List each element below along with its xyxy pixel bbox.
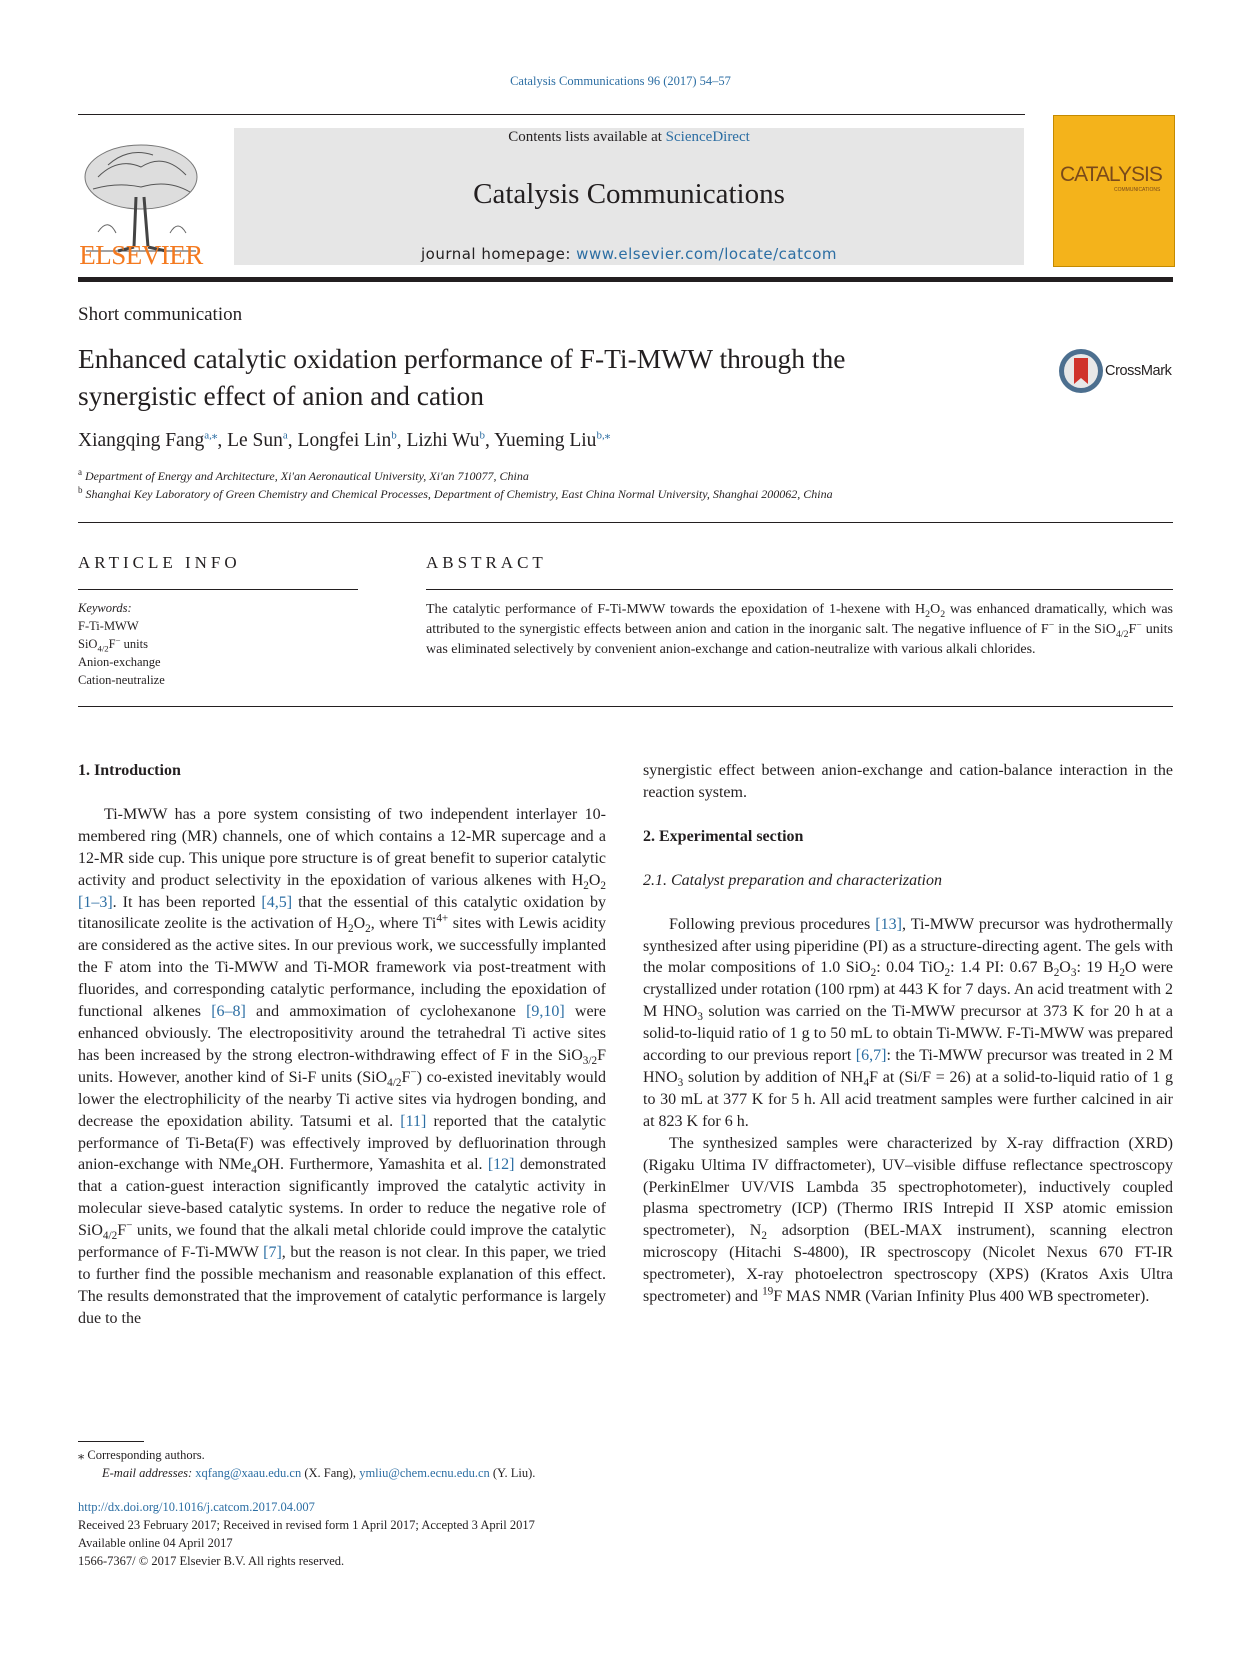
cover-title: CATALYSIS — [1060, 163, 1162, 186]
affiliation-key: b — [78, 485, 83, 495]
author-name[interactable]: Yueming Liu — [494, 430, 597, 451]
email-link-liu[interactable]: ymliu@chem.ecnu.edu.cn — [359, 1466, 490, 1480]
journal-name: Catalysis Communications — [473, 178, 785, 210]
author-separator: , — [485, 430, 495, 451]
subsection-heading: 2.1. Catalyst preparation and characterization — [643, 871, 942, 889]
article-type: Short communication — [78, 304, 243, 325]
author-separator: , — [396, 430, 407, 451]
abstract-bottom-rule — [78, 706, 1173, 707]
homepage-prefix: journal homepage: — [420, 245, 577, 263]
citation-link: [7] — [263, 1244, 282, 1262]
email-line — [102, 1466, 535, 1481]
affiliation-text: Department of Energy and Architecture, Xi'an Aeronautical University, Xi'an 710077, China — [85, 469, 529, 483]
homepage-line — [234, 245, 1024, 263]
affiliation-rule — [78, 522, 1173, 523]
author-affiliation-marker[interactable]: a — [282, 429, 288, 442]
author-affiliation-marker[interactable]: a,⁎ — [204, 429, 218, 442]
corresponding-note: ⁎ Corresponding authors. — [78, 1448, 205, 1462]
doi-link[interactable]: http://dx.doi.org/10.1016/j.catcom.2017.04.007 — [78, 1500, 315, 1514]
contents-line — [234, 129, 1024, 146]
elsevier-wordmark: ELSEVIER — [79, 240, 203, 270]
introduction-heading: 1. Introduction — [78, 762, 181, 779]
affiliation-a — [78, 469, 529, 484]
abstract-text: The catalytic performance of F-Ti-MWW towards the epoxidation of 1-hexene with $H_2O_2$ was enhanced dramatically, which was attributed to the synergistic effects between anion and cation in the inorganic salt. The negative influence of F− in the SiO$_{4/2}$F− units was eliminated selectively by convenient anion-exchange and cation-neutralize with various alkali chlorides. — [426, 602, 1174, 657]
cover-subtitle: COMMUNICATIONS — [1114, 187, 1161, 193]
citation-link: [11] — [400, 1112, 427, 1130]
title-line-1: Enhanced catalytic oxidation performance of F-Ti-MWW through the — [78, 343, 846, 374]
abstract-heading: ABSTRACT — [426, 553, 547, 572]
affiliation-text: Shanghai Key Laboratory of Green Chemistry and Chemical Processes, Department of Chemistry, East China Normal University, Shanghai 200062, China — [85, 487, 833, 501]
experimental-heading: 2. Experimental section — [643, 827, 804, 845]
continuation-text: synergistic effect between anion-exchange and cation-balance interaction in the reaction system. — [643, 762, 1173, 801]
article-info-rule — [78, 589, 358, 590]
experimental-paragraph-2: The synthesized samples were characterized by X-ray diffraction (XRD) (Rigaku Ultima IV diffractometer), UV–visible diffuse reflectance spectroscopy (PerkinElmer UV/VIS Lambda 35 spectrophotometer), inductively coupled plasma spectrometry (ICP) (Thermo IRIS Intrepid II XSP atomic emission spectrometer), $N_2$ adsorption (BEL-MAX instrument), scanning electron microscopy (Hitachi S-4800), IR spectroscopy (Nicolet Nexus 670 FT-IR spectrometer), X-ray photoelectron spectroscopy (XPS) (Kratos Axis Ultra spectrometer) and $^{19}$F MAS NMR (Varian Infinity Plus 400 WB spectrometer). — [643, 1134, 1173, 1306]
citation-link: [6,7] — [855, 1047, 887, 1065]
abstract-rule — [426, 589, 1173, 590]
online-date: Available online 04 April 2017 — [78, 1536, 233, 1550]
experimental-paragraph-1: Following previous procedures [13], Ti-MWW precursor was hydrothermally synthesized after using piperidine (PI) as a structure-directing agent. The gels with the molar compositions of 1.0 SiO$_2$: 0.04 TiO$_2$: 1.4 PI: 0.67 $B_2O_3$: 19 $H_2O$ were crystallized under rotation (100 rpm) at 443 K for 7 days. An acid treatment with 2 M $HNO_3$ solution was carried on the Ti-MWW precursor at 373 K for 20 h at a solid-to-liquid ratio of 1 g to 50 mL to obtain Ti-MWW. F-Ti-MWW was prepared according to our previous report [6,7]: the Ti-MWW precursor was treated in 2 M $HNO_3$ solution by addition of $NH_4F$ at (Si/F = 26) at a solid-to-liquid ratio of 1 g to 30 mL at 377 K for 5 h. All acid treatment samples were further calcined in air at 823 K for 6 h. — [643, 915, 1174, 1130]
introduction-paragraph: Ti-MWW has a pore system consisting of two independent interlayer 10-membered ring (MR) channels, one of which contains a 12-MR supercage and a 12-MR side cup. This unique pore structure is of great benefit to superior catalytic activity and product selectivity in the epoxidation of various alkenes with $H_2O_2$ [1–3]. It has been reported [4,5] that the essential of this catalytic oxidation by titanosilicate zeolite is the activation of $H_2O_2$, where $Ti^{4+}$ sites with Lewis acidity are considered as the active sites. In our previous work, we successfully implanted the F atom into the Ti-MWW and Ti-MOR framework via post-treatment with fluorides, and corresponding catalytic performance, including the epoxidation of functional alkenes [6–8] and ammoximation of cyclohexanone [9,10] were enhanced obviously. The electropositivity around the tetrahedral Ti active sites has been increased by the strong electron-withdrawing effect of F in the SiO$_{3/2}$F units. However, another kind of Si-F units (SiO$_{4/2}$F−) co-existed inevitably would lower the electrophilicity of the nearby Ti active sites via hydrogen bonding, and decrease the epoxidation ability. Tatsumi et al. [11] reported that the catalytic performance of Ti-Beta(F) was effectively improved by defluorination through anion-exchange with NMe$_4$OH. Furthermore, Yamashita et al. [12] demonstrated that a cation-guest interaction significantly improved the catalytic activity in molecular sieve-based catalytic systems. In order to reduce the negative role of SiO$_{4/2}$F− units, we found that the alkali metal chloride could improve the catalytic performance of F-Ti-MWW [7], but the reason is not clear. In this paper, we tried to further find the possible mechanism and reasonable explanation of this effect. The results demonstrated that the improvement of catalytic performance is largely due to the — [78, 805, 607, 1327]
author-separator: , — [287, 430, 298, 451]
citation-link: [12] — [487, 1156, 515, 1174]
author-name[interactable]: Xiangqing Fang — [78, 430, 205, 451]
email-owner: (X. Fang), — [301, 1466, 360, 1480]
keyword-item: F-Ti-MWW — [78, 619, 139, 633]
author-affiliation-marker[interactable]: b — [391, 429, 397, 442]
top-rule — [78, 114, 1025, 115]
author-name[interactable]: Longfei Lin — [297, 430, 392, 451]
keyword-item: Anion-exchange — [78, 655, 161, 669]
crossmark-label[interactable]: CrossMark — [1105, 363, 1172, 379]
author-affiliation-marker[interactable]: b,⁎ — [596, 429, 611, 442]
received-dates: Received 23 February 2017; Received in revised form 1 April 2017; Accepted 3 April 2017 — [78, 1518, 535, 1532]
email-link-fang[interactable]: xqfang@xaau.edu.cn — [195, 1466, 302, 1480]
citation-link: [13] — [875, 915, 902, 933]
article-info-heading: ARTICLE INFO — [78, 553, 241, 572]
citation-link: [6–8] — [211, 1003, 246, 1021]
contents-prefix: Contents lists available at — [508, 129, 666, 145]
citation-link: [9,10] — [526, 1003, 565, 1021]
journal-cover-image — [1053, 115, 1175, 267]
issn-copyright: 1566-7367/ © 2017 Elsevier B.V. All rights reserved. — [78, 1554, 345, 1568]
sciencedirect-link[interactable]: ScienceDirect — [665, 129, 750, 145]
email-owner: (Y. Liu). — [489, 1466, 536, 1480]
author-affiliation-marker[interactable]: b — [479, 429, 486, 442]
citation-link: [4,5] — [261, 893, 293, 911]
keywords-label: Keywords: — [78, 601, 132, 615]
author-list — [78, 430, 610, 452]
citation-link: [1–3] — [78, 893, 113, 911]
body-left-column — [78, 760, 606, 1330]
email-label: E-mail addresses: — [102, 1466, 193, 1480]
homepage-link[interactable]: www.elsevier.com/locate/catcom — [576, 245, 838, 263]
author-separator: , — [217, 430, 228, 451]
author-name[interactable]: Lizhi Wu — [406, 430, 480, 451]
affiliation-b — [78, 487, 833, 502]
affiliation-key: a — [78, 467, 82, 477]
journal-citation[interactable]: Catalysis Communications 96 (2017) 54–57 — [510, 74, 731, 88]
title-line-2: synergistic effect of anion and cation — [78, 380, 485, 411]
body-right-column — [643, 760, 1173, 1308]
author-name[interactable]: Le Sun — [227, 430, 283, 451]
header-thick-rule — [78, 277, 1173, 282]
keyword-item: SiO$_{4/2}$F− units — [78, 634, 148, 654]
footnote-rule — [78, 1441, 144, 1442]
keyword-item: Cation-neutralize — [78, 673, 165, 687]
article-title — [78, 340, 978, 414]
